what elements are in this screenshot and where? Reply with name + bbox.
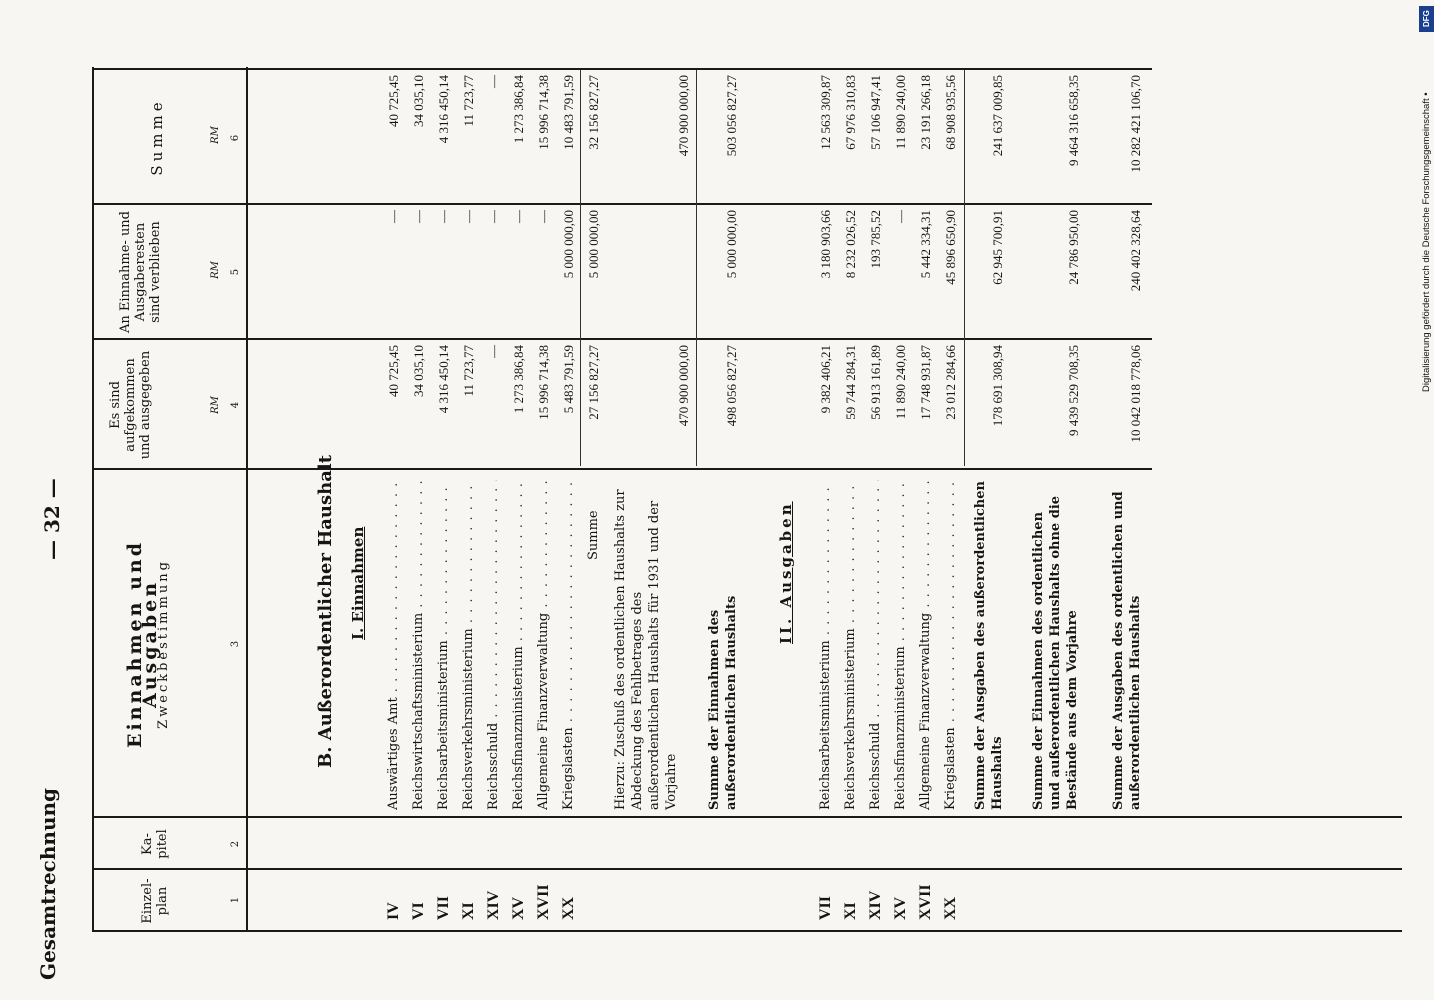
expense-plan: XX [942, 896, 959, 920]
expense-c4: 56 913 161,89 [868, 345, 883, 420]
table-left-rule [92, 930, 1402, 932]
income-c6: 11 723,77 [461, 75, 476, 127]
income-total-c6: 503 056 827,27 [724, 75, 739, 157]
income-plan: XI [460, 902, 477, 920]
income-subtotal-c6: 32 156 827,27 [586, 75, 601, 150]
income-c4: — [486, 345, 501, 358]
header-title: Einnahmen und Ausgaben [124, 540, 161, 748]
income-label: Reichswirtschaftsministerium . . . [411, 480, 427, 810]
income-label: Reichsfinanzministerium . . . [511, 480, 527, 810]
dfg-sidebar [1418, 0, 1434, 1000]
income-c5: — [511, 210, 526, 223]
expense-c5: 193 785,52 [868, 210, 883, 269]
income-label: Reichsverkehrsministerium . . . [461, 480, 477, 810]
expenses-heading: II. Ausgaben [777, 501, 795, 644]
expense-label: Reichsfinanzministerium . . . [893, 480, 909, 810]
income-c5: — [386, 210, 401, 223]
income-plan: XIV [485, 890, 502, 920]
expense-c6: 68 908 935,56 [943, 75, 958, 150]
grand-income-label: Summe der Einnahmen des ordentlichen und außerordentlichen Haushalts ohne die Bestände aus dem Vorjahre [1031, 495, 1080, 810]
expense-c6: 11 890 240,00 [893, 75, 908, 150]
income-plan: XVII [535, 884, 552, 920]
hierzu-c4: 470 900 000,00 [676, 345, 691, 427]
income-plan: XV [510, 896, 527, 920]
income-c6: 1 273 386,84 [511, 75, 526, 144]
expense-label: Kriegslasten . . . [943, 480, 959, 810]
expense-c4: 17 748 931,87 [918, 345, 933, 420]
income-c5: — [536, 210, 551, 223]
col-rule-1 [92, 868, 1402, 870]
hierzu-label: Hierzu: Zuschuß des ordentlichen Haushalts zur Abdeckung des Fehlbetrages des außerordentlichen Haushalts für 1931 und der Vorjahre [613, 489, 679, 810]
expense-c5: 8 232 026,52 [843, 210, 858, 279]
income-c6: 40 725,45 [386, 75, 401, 127]
income-label: Allgemeine Finanzverwaltung . . . [536, 480, 552, 810]
income-c6: — [486, 75, 501, 88]
header-summe: Summe [148, 98, 166, 176]
colno-6: 6 [230, 134, 241, 142]
colno-2: 2 [230, 840, 241, 848]
grand-expense-c6: 10 282 421 106,70 [1128, 75, 1143, 173]
expense-label: Allgemeine Finanzverwaltung . . . [918, 480, 934, 810]
income-plan: VI [410, 902, 427, 920]
income-c5: 5 000 000,00 [561, 210, 576, 279]
income-subtotal-c4: 27 156 827,27 [586, 345, 601, 420]
unit-col4: RM [210, 396, 221, 414]
expense-c6: 67 976 310,83 [843, 75, 858, 150]
income-subtotal-c5: 5 000 000,00 [586, 210, 601, 279]
colno-5: 5 [230, 268, 241, 276]
expense-c5: 5 442 334,31 [918, 210, 933, 279]
header-aufgekommen: Es sind aufgekommen und ausgegeben [108, 350, 153, 460]
subtotal-rule [580, 70, 581, 466]
expense-c5: 45 896 650,90 [943, 210, 958, 285]
header-einzelplan: Einzel-plan [140, 878, 170, 924]
dfg-credit-text: Digitalisierung gefördert durch die Deutsche Forschungsgemeinschaft • [1421, 92, 1432, 392]
expense-c4: 9 382 406,21 [818, 345, 833, 414]
expense-c4: 59 744 284,31 [843, 345, 858, 420]
expense-label: Reichsarbeitsministerium . . . [818, 480, 834, 810]
expense-total-rule [964, 70, 965, 466]
running-head: Gesamtrechnung [36, 787, 60, 980]
income-c6: 15 996 714,38 [536, 75, 551, 150]
grand-income-c4: 9 439 529 708,35 [1066, 345, 1081, 436]
expense-total-c5: 62 945 700,91 [990, 210, 1005, 285]
header-reste: An Einnahme- und Ausgaberesten sind verblieben [118, 210, 163, 334]
income-c5: — [486, 210, 501, 223]
income-label: Reichsschuld . . . [486, 480, 502, 810]
income-heading: I. Einnahmen [349, 526, 367, 640]
hierzu-c6: 470 900 000,00 [676, 75, 691, 157]
expense-c4: 11 890 240,00 [893, 345, 908, 420]
income-c4: 34 035,10 [411, 345, 426, 397]
unit-col6: RM [210, 126, 221, 144]
expense-plan: XVII [917, 884, 934, 920]
grand-expense-c5: 240 402 328,64 [1128, 210, 1143, 292]
income-subtotal-label: Summe [586, 510, 601, 560]
expense-plan: XIV [867, 890, 884, 920]
income-total-rule [696, 70, 697, 466]
col-rule-2 [92, 816, 1402, 818]
table-top-rule [92, 67, 94, 932]
income-c6: 4 316 450,14 [436, 75, 451, 144]
income-c4: 11 723,77 [461, 345, 476, 397]
grand-income-c5: 24 786 950,00 [1066, 210, 1081, 285]
grand-expense-label: Summe der Ausgaben des ordentlichen und außerordentlichen Haushalts [1111, 491, 1143, 810]
income-c6: 10 483 791,59 [561, 75, 576, 150]
section-title: B. Außerordentlicher Haushalt [315, 454, 336, 768]
expense-plan: XI [842, 902, 859, 920]
income-c5: — [411, 210, 426, 223]
income-c4: 15 996 714,38 [536, 345, 551, 420]
expense-total-c6: 241 637 009,85 [990, 75, 1005, 157]
header-kapitel: Ka-pitel [140, 829, 170, 859]
income-plan: VII [435, 895, 452, 920]
expense-c6: 12 563 309,87 [818, 75, 833, 150]
expense-total-c4: 178 691 308,94 [990, 345, 1005, 427]
grand-income-c6: 9 464 316 658,35 [1066, 75, 1081, 166]
header-subtitle: Zweckbestimmung [156, 559, 171, 729]
income-plan: XX [560, 896, 577, 920]
expense-c4: 23 012 284,66 [943, 345, 958, 420]
income-label: Reichsarbeitsministerium . . . [436, 480, 452, 810]
income-label: Auswärtiges Amt . . . [386, 480, 402, 810]
income-c6: 34 035,10 [411, 75, 426, 127]
colno-3: 3 [230, 640, 241, 648]
col-rule-6 [92, 68, 1152, 70]
dfg-logo: DFG [1419, 6, 1434, 32]
expense-label: Reichsschuld . . . [868, 480, 884, 810]
expense-c6: 57 106 947,41 [868, 75, 883, 150]
expense-label: Reichsverkehrsministerium . . . [843, 480, 859, 810]
income-c4: 5 483 791,59 [561, 345, 576, 414]
expense-c5: — [893, 210, 908, 223]
income-c4: 1 273 386,84 [511, 345, 526, 414]
expense-total-label: Summe der Ausgaben des außerordentlichen Haushalts [973, 481, 1005, 810]
page-number: — 32 — [40, 478, 64, 560]
income-c5: — [436, 210, 451, 223]
income-c4: 4 316 450,14 [436, 345, 451, 414]
income-total-c4: 498 056 827,27 [724, 345, 739, 427]
expense-plan: XV [892, 896, 909, 920]
income-c5: — [461, 210, 476, 223]
income-total-label: Summe der Einnahmen des außerordentlichen Haushalts [707, 595, 739, 810]
income-total-c5: 5 000 000,00 [724, 210, 739, 279]
expense-c5: 3 180 903,66 [818, 210, 833, 279]
income-plan: IV [385, 902, 402, 920]
unit-col5: RM [210, 261, 221, 279]
expense-plan: VII [817, 895, 834, 920]
colno-4: 4 [230, 401, 241, 409]
colno-1: 1 [230, 896, 241, 904]
income-c4: 40 725,45 [386, 345, 401, 397]
expense-c6: 23 191 266,18 [918, 75, 933, 150]
header-bottom-rule [246, 67, 248, 932]
grand-expense-c4: 10 042 018 778,06 [1128, 345, 1143, 443]
income-label: Kriegslasten . . . [561, 480, 577, 810]
